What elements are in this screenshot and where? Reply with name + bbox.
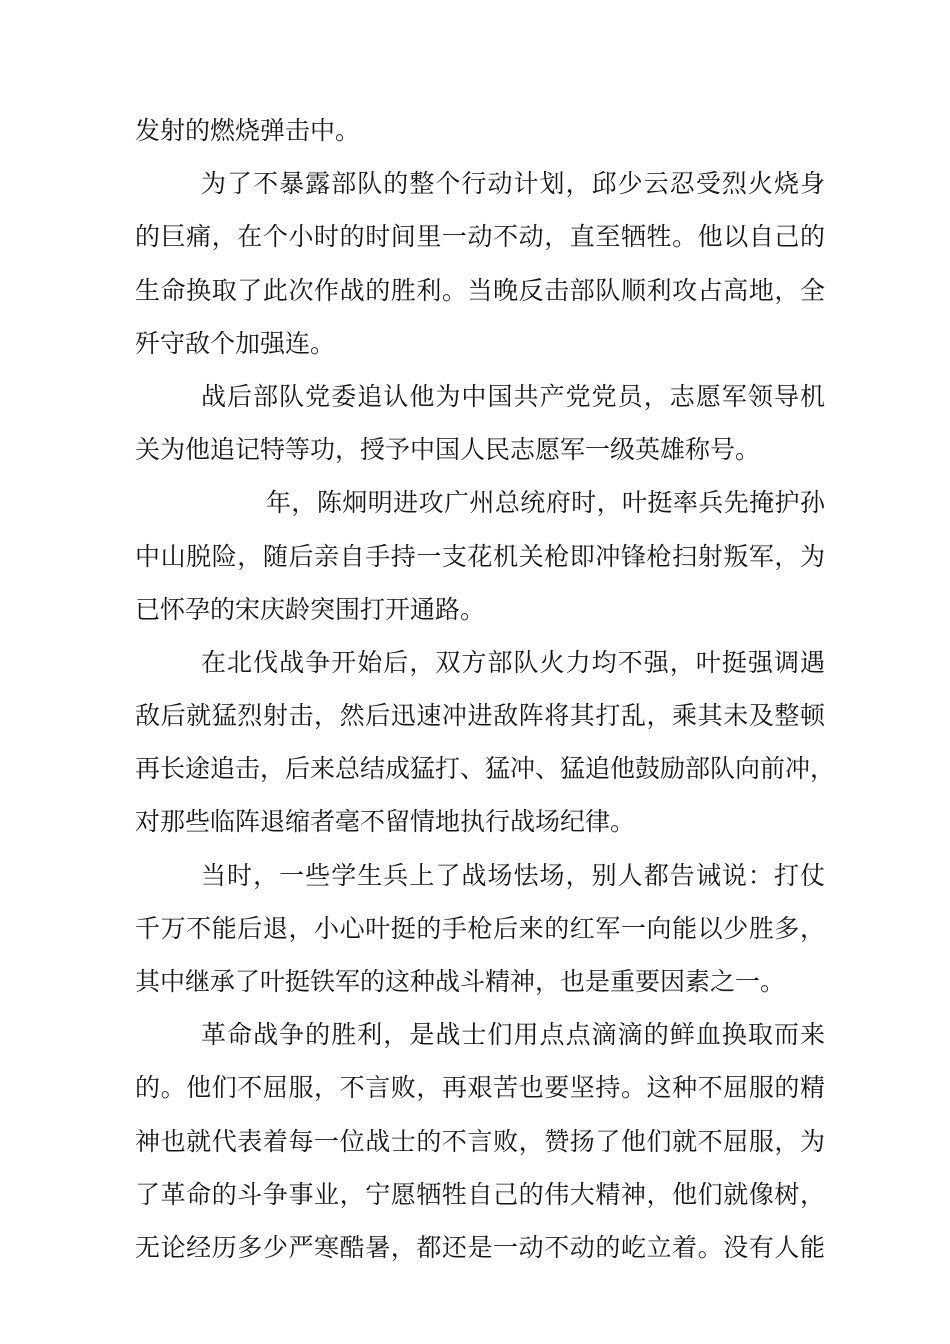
text-line: 对那些临阵退缩者毫不留情地执行战场纪律。 [135, 807, 636, 837]
paragraph-start-line: 革命战争的胜利，是战士们用点点滴滴的鲜血换取而来 [201, 1020, 825, 1050]
paragraph-start-line: 当时，一些学生兵上了战场怯场，别人都告诫说：打仗 [201, 860, 825, 890]
text-line: 神也就代表着每一位战士的不言败，赞扬了他们就不屈服，为 [135, 1126, 825, 1156]
text-line: 已怀孕的宋庆龄突围打开通路。 [135, 594, 486, 624]
paragraph-start-line: 年，陈炯明进攻广州总统府时，叶挺率兵先掩护孙 [266, 488, 825, 518]
text-line: 千万不能后退，小心叶挺的手枪后来的红军一向能以少胜多， [135, 913, 825, 943]
body-text [135, 104, 836, 1274]
text-line: 无论经历多少严寒酷暑，都还是一动不动的屹立着。没有人能 [135, 1232, 825, 1262]
text-line: 发射的燃烧弹击中。 [135, 116, 361, 145]
text-line: 再长途追击，后来总结成猛打、猛冲、猛追他鼓励部队向前冲， [135, 754, 836, 784]
text-line: 了革命的斗争事业，宁愿牺牲自己的伟大精神，他们就像树， [135, 1179, 825, 1209]
text-line: 中山脱险，随后亲自手持一支花机关枪即冲锋枪扫射叛军，为 [135, 541, 825, 571]
text-line: 敌后就猛烈射击，然后迅速冲进敌阵将其打乱，乘其未及整顿 [135, 701, 825, 731]
text-line: 的巨痛，在个小时的时间里一动不动，直至牺牲。他以自己的 [135, 222, 825, 252]
text-line: 关为他追记特等功，授予中国人民志愿军一级英雄称号。 [135, 435, 761, 465]
paragraph-start-line: 在北伐战争开始后，双方部队火力均不强，叶挺强调遇 [201, 647, 825, 677]
paragraph-start-line: 为了不暴露部队的整个行动计划，邱少云忍受烈火烧身 [201, 169, 825, 199]
text-line: 生命换取了此次作战的胜利。当晚反击部队顺利攻占高地，全 [135, 275, 825, 305]
paragraph-start-line: 战后部队党委追认他为中国共产党党员，志愿军领导机 [201, 381, 825, 411]
text-line: 其中继承了叶挺铁军的这种战斗精神，也是重要因素之一。 [135, 967, 786, 996]
text-line: 歼守敌个加强连。 [135, 328, 336, 358]
text-line: 的。他们不屈服，不言败，再艰苦也要坚持。这种不屈服的精 [135, 1073, 825, 1103]
